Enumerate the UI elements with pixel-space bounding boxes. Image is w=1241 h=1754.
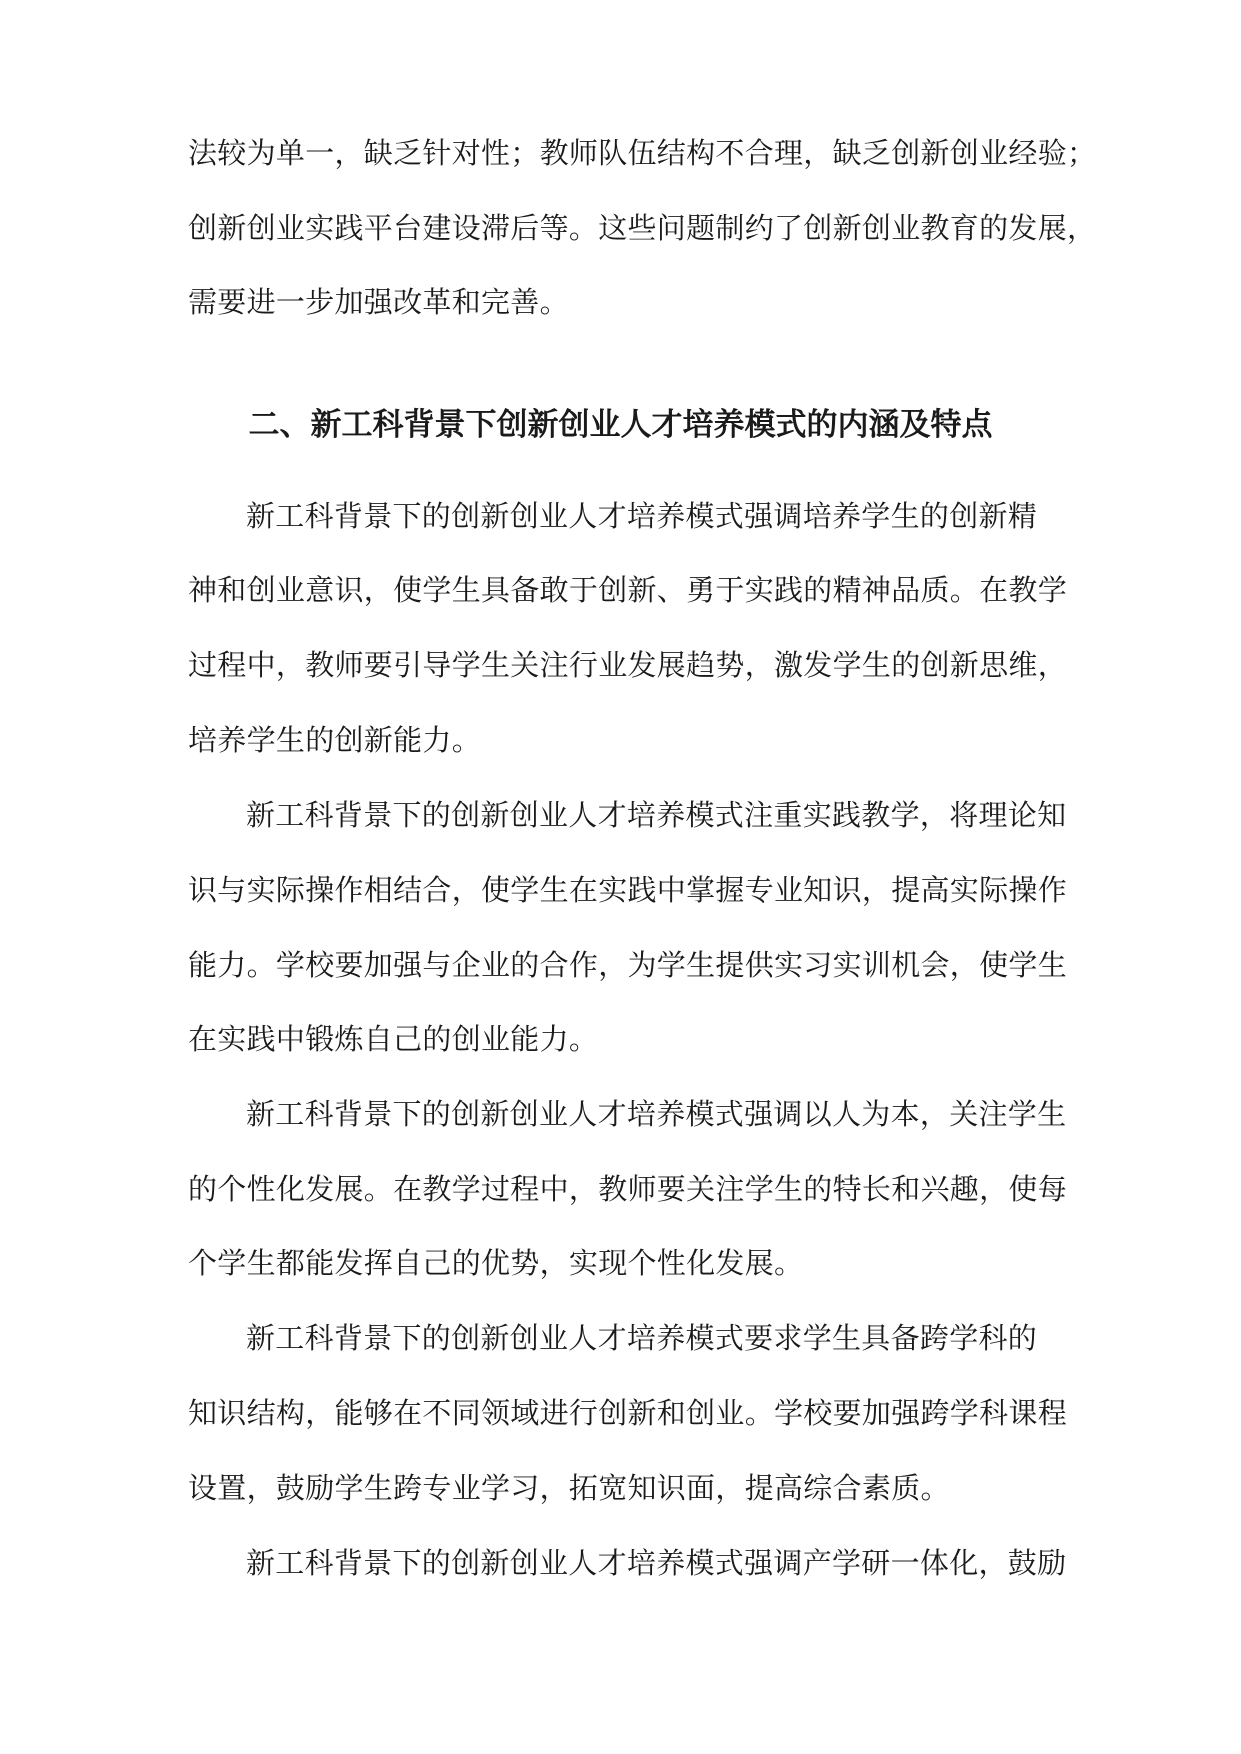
text-line: 新工科背景下的创新创业人才培养模式要求学生具备跨学科的 [246, 1321, 1038, 1355]
text-line: 新工科背景下的创新创业人才培养模式注重实践教学，将理论知 [246, 798, 1067, 832]
section-heading: 二、新工科背景下创新创业人才培养模式的内涵及特点 [248, 407, 993, 443]
text-line: 新工科背景下的创新创业人才培养模式强调产学研一体化，鼓励 [246, 1546, 1067, 1580]
text-line: 新工科背景下的创新创业人才培养模式强调以人为本，关注学生 [246, 1097, 1067, 1131]
text-line: 神和创业意识，使学生具备敢于创新、勇于实践的精神品质。在教学 [188, 573, 1068, 607]
text-line: 知识结构，能够在不同领域进行创新和创业。学校要加强跨学科课程 [188, 1396, 1068, 1430]
text-line: 在实践中锻炼自己的创业能力。 [188, 1022, 599, 1056]
text-line: 的个性化发展。在教学过程中，教师要关注学生的特长和兴趣，使每 [188, 1172, 1068, 1206]
text-line: 过程中，教师要引导学生关注行业发展趋势，激发学生的创新思维， [188, 648, 1068, 682]
text-line: 培养学生的创新能力。 [188, 723, 482, 757]
text-line: 设置，鼓励学生跨专业学习，拓宽知识面，提高综合素质。 [188, 1471, 950, 1505]
text-line: 识与实际操作相结合，使学生在实践中掌握专业知识，提高实际操作 [188, 873, 1068, 907]
text-line: 能力。学校要加强与企业的合作，为学生提供实习实训机会，使学生 [188, 948, 1068, 982]
text-line: 创新创业实践平台建设滞后等。这些问题制约了创新创业教育的发展， [188, 211, 1097, 245]
text-line: 新工科背景下的创新创业人才培养模式强调培养学生的创新精 [246, 499, 1038, 533]
text-line: 个学生都能发挥自己的优势，实现个性化发展。 [188, 1246, 804, 1280]
text-line: 需要进一步加强改革和完善。 [188, 285, 569, 319]
text-line: 法较为单一，缺乏针对性；教师队伍结构不合理，缺乏创新创业经验； [188, 136, 1097, 170]
